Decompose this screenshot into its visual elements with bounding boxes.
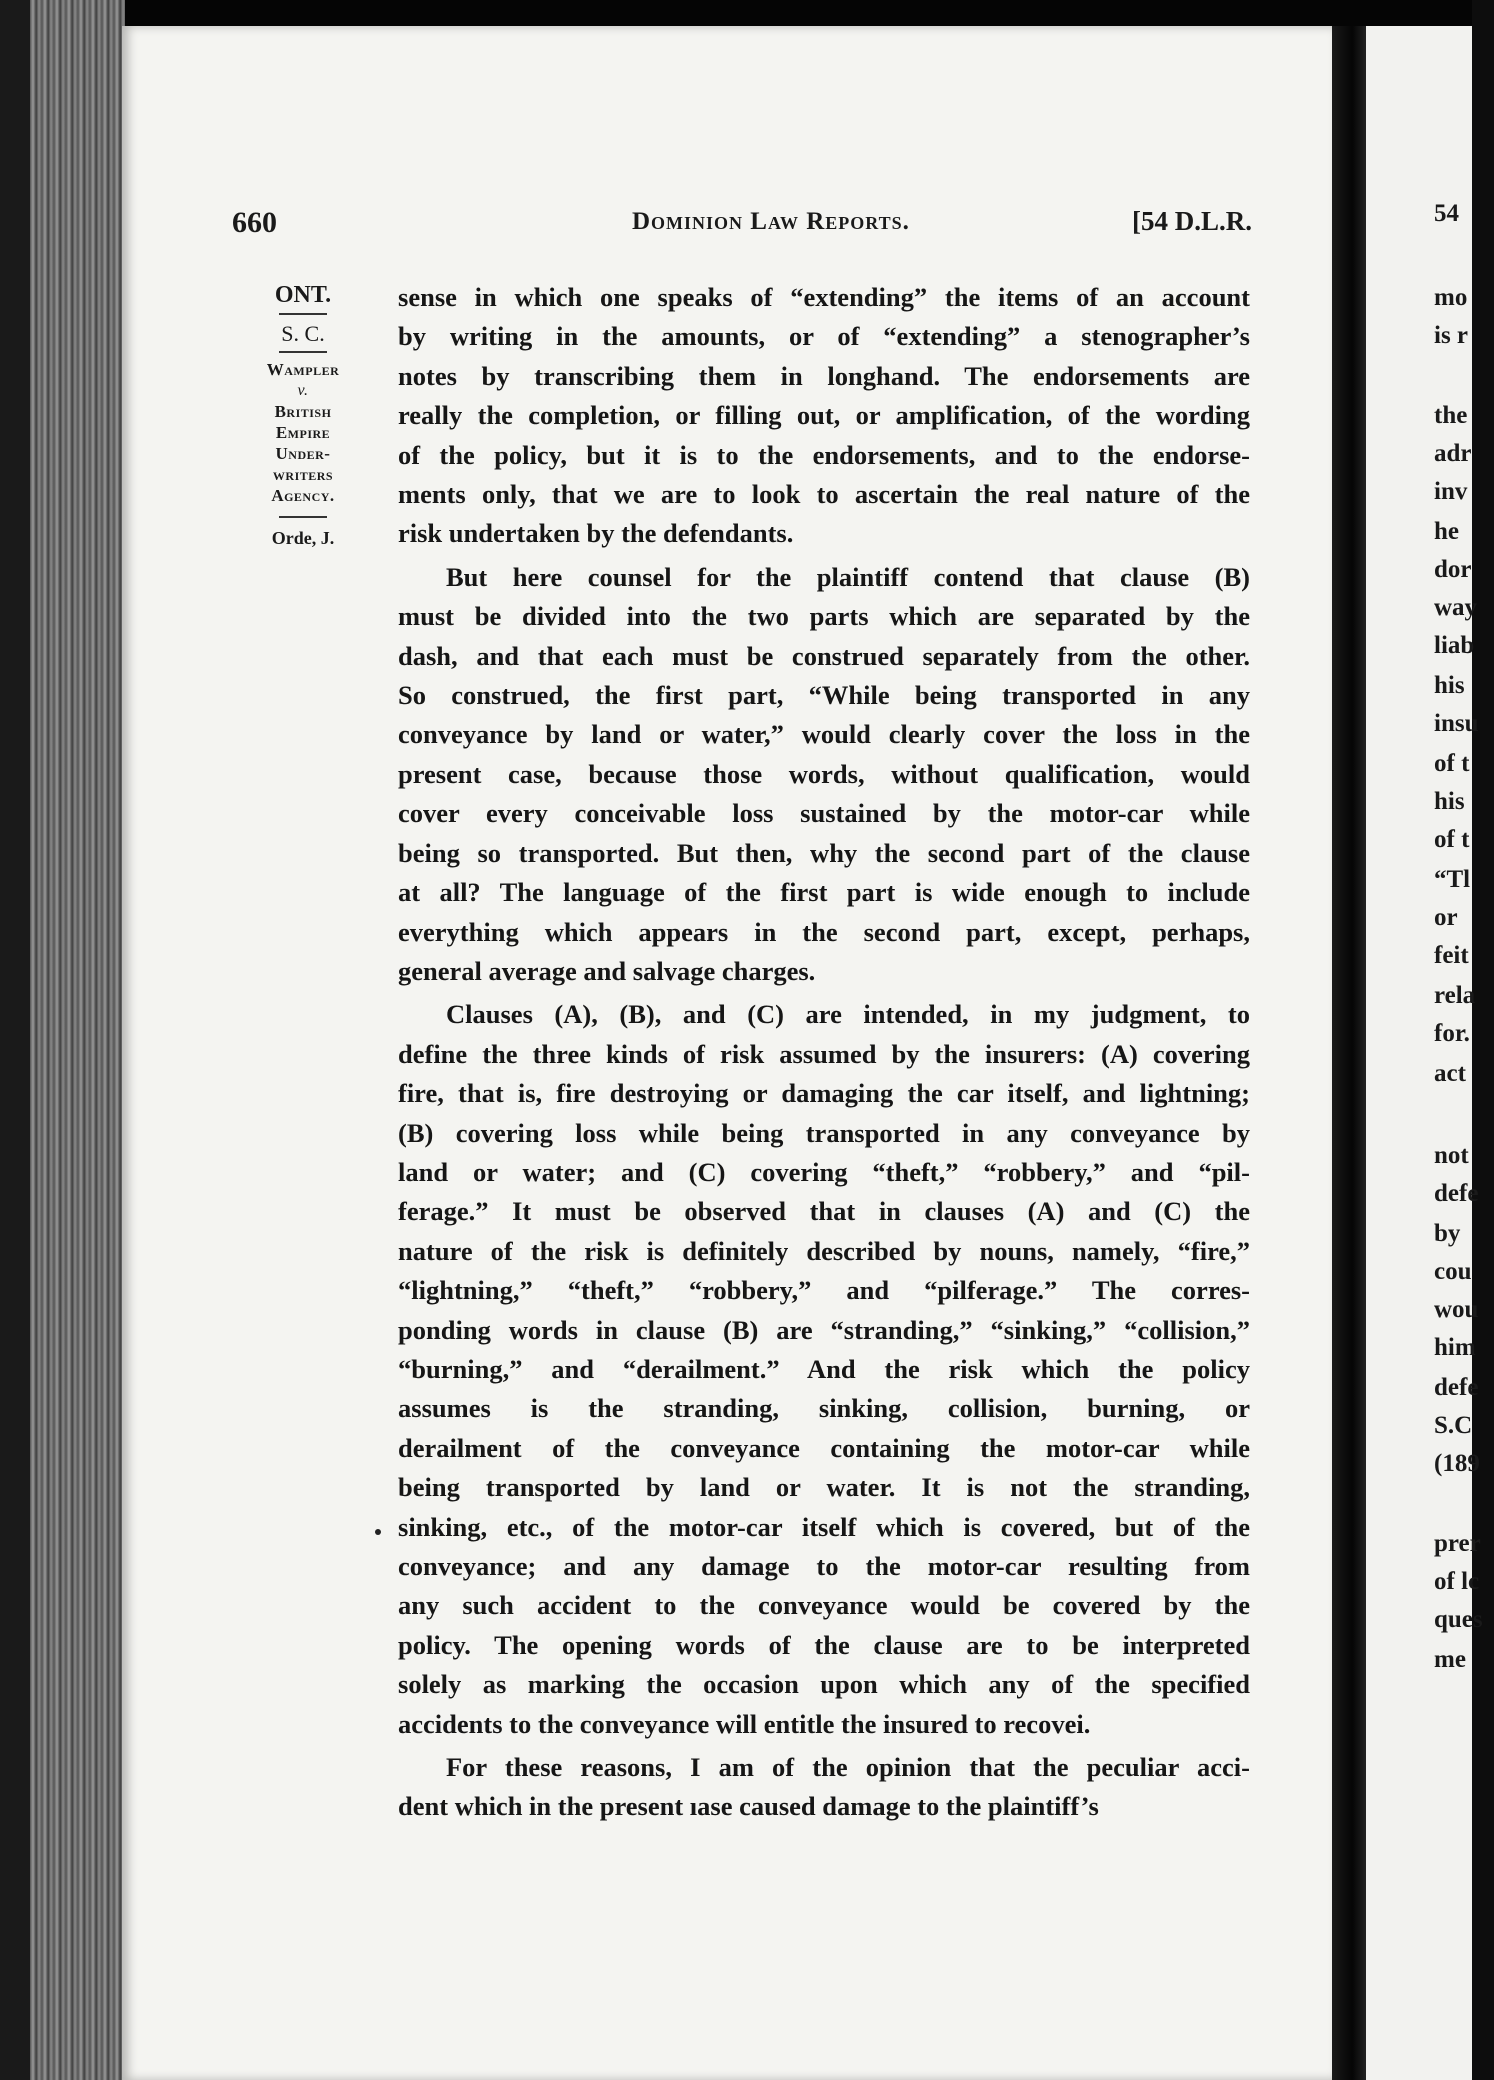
next-page-fragment: way (1434, 594, 1478, 621)
text-line: fire, that is, fire destroying or damaging the car itself, and lightning; (398, 1078, 1250, 1109)
next-page-fragment: rela (1434, 982, 1476, 1009)
case-line: v. (297, 382, 309, 399)
next-page-fragment: he (1434, 518, 1459, 545)
text-line: being transported by land or water. It is not the stranding, (398, 1472, 1250, 1503)
case-line: Under- (275, 444, 331, 463)
next-page-fragment: dor (1434, 556, 1472, 583)
text-line: by writing in the amounts, or of “extending” a stenographer’s (398, 321, 1250, 352)
text-line: policy. The opening words of the clause are to be interpreted (398, 1629, 1250, 1660)
sidenote-province: ONT. (274, 282, 332, 308)
case-line: writers (272, 465, 334, 484)
next-page-fragment: or (1434, 904, 1458, 931)
text-line: any such accident to the conveyance would be covered by the (398, 1590, 1250, 1621)
text-line: notes by transcribing them in longhand. The endorsements are (398, 360, 1250, 391)
next-page-fragment: insu (1434, 710, 1479, 737)
next-page-fragment: for. (1434, 1020, 1470, 1047)
sidenote-court: S. C. (281, 321, 325, 346)
next-page-fragment: prer (1434, 1530, 1481, 1557)
page-gutter (1332, 26, 1366, 2080)
text-line: ferage.” It must be observed that in clauses (A) and (C) the (398, 1196, 1250, 1227)
text-line: being so transported. But then, why the second part of the clause (398, 837, 1250, 868)
sidenote-rule (279, 313, 327, 315)
next-page-fragment: me (1434, 1646, 1466, 1673)
next-page-fragment: feit (1434, 942, 1469, 969)
text-line: define the three kinds of risk assumed by the insurers: (A) covering (398, 1038, 1250, 1069)
next-page-fragment: cou (1434, 1258, 1472, 1285)
next-page-fragment: S.C (1434, 1412, 1473, 1439)
print-speck (375, 1529, 381, 1535)
sidenote-rule (279, 516, 327, 518)
text-line: But here counsel for the plaintiff contend that clause (B) (446, 561, 1250, 592)
case-line: Wampler (266, 360, 340, 379)
text-line: ponding words in clause (B) are “stranding,” “sinking,” “collision,” (398, 1314, 1250, 1345)
text-line: “burning,” and “derailment.” And the risk which the policy (398, 1353, 1250, 1384)
next-page-fragment: not (1434, 1142, 1469, 1169)
next-page-fragment: his (1434, 672, 1465, 699)
text-line: must be divided into the two parts which are separated by the (398, 601, 1250, 632)
text-line: derailment of the conveyance containing the motor-car while (398, 1432, 1250, 1463)
next-page-fragment: ques (1434, 1606, 1483, 1633)
next-page-fragment: act (1434, 1060, 1466, 1087)
text-line: at all? The language of the first part is wide enough to include (398, 877, 1250, 908)
book-spine-shadow (0, 0, 30, 2080)
text-line: sense in which one speaks of “extending” the items of an account (398, 282, 1250, 312)
text-line: “lightning,” “theft,” “robbery,” and “pilferage.” The corres- (398, 1275, 1250, 1306)
judgment-body-text (398, 278, 1250, 1827)
next-page-fragment: of lc (1434, 1568, 1480, 1595)
next-page-fragment: 54 (1434, 200, 1459, 227)
text-line: accidents to the conveyance will entitle the insured to recovei. (398, 1708, 1091, 1739)
next-page-fragment: liab (1434, 632, 1475, 659)
next-page-fragment: mo (1434, 284, 1468, 311)
sidenote-judge: Orde, J. (271, 528, 335, 548)
case-line: Agency. (271, 486, 335, 505)
next-page-fragment: is r (1434, 322, 1469, 349)
case-line: Empire (275, 423, 331, 442)
text-line: nature of the risk is definitely described by nouns, namely, “fire,” (398, 1235, 1250, 1266)
text-line: everything which appears in the second part, except, perhaps, (398, 916, 1250, 947)
text-line: conveyance by land or water,” would clearly cover the loss in the (398, 719, 1250, 750)
sidenote-case-name (248, 359, 358, 506)
text-line: land or water; and (C) covering “theft,” “robbery,” and “pil- (398, 1156, 1250, 1187)
next-page-fragment: by (1434, 1220, 1461, 1247)
case-line: British (274, 402, 332, 421)
next-page-fragment: him (1434, 1334, 1476, 1361)
text-line: general average and salvage charges. (398, 955, 816, 986)
next-page-fragment: the (1434, 402, 1468, 429)
next-page-fragment: wou (1434, 1296, 1479, 1323)
next-page-fragment: “Tl (1434, 866, 1471, 893)
next-page-fragment: (189 (1434, 1450, 1480, 1477)
next-page-fragment: defe (1434, 1180, 1479, 1207)
next-page-fragment: inv (1434, 478, 1468, 505)
report-title: Dominion Law Reports. (632, 208, 910, 235)
text-line: risk undertaken by the defendants. (398, 518, 794, 549)
next-page-fragment: defe (1434, 1374, 1479, 1401)
next-page-fragment: adr (1434, 440, 1472, 467)
scan-border-top (0, 0, 1472, 28)
text-line: Clauses (A), (B), and (C) are intended, in my judgment, to (446, 999, 1250, 1030)
margin-sidenote (248, 282, 358, 549)
text-line: dent which in the present ıase caused damage to the plaintiff’s (398, 1791, 1099, 1822)
volume-reference: [54 D.L.R. (1132, 206, 1252, 236)
text-line: dash, and that each must be construed separately from the other. (398, 640, 1250, 671)
text-line: of the policy, but it is to the endorsements, and to the endorse- (398, 439, 1250, 470)
sidenote-rule (279, 351, 327, 353)
text-line: So construed, the first part, “While being transported in any (398, 680, 1250, 711)
text-line: ments only, that we are to look to ascertain the real nature of the (398, 479, 1250, 510)
next-page-fragment: of t (1434, 826, 1470, 853)
text-line: cover every conceivable loss sustained by the motor-car while (398, 798, 1250, 829)
text-line: present case, because those words, without qualification, would (398, 758, 1250, 789)
text-line: (B) covering loss while being transported in any conveyance by (398, 1117, 1250, 1148)
running-head (232, 206, 1252, 246)
next-page-fragment: of t (1434, 750, 1470, 777)
text-line: For these reasons, I am of the opinion that the peculiar acci- (446, 1752, 1250, 1783)
text-line: assumes is the stranding, sinking, collision, burning, or (398, 1393, 1250, 1424)
text-line: conveyance; and any damage to the motor-car resulting from (398, 1551, 1250, 1581)
text-line: sinking, etc., of the motor-car itself which is covered, but of the (398, 1511, 1250, 1542)
page-number: 660 (232, 206, 277, 239)
text-line: solely as marking the occasion upon which any of the specified (398, 1669, 1250, 1700)
next-page-fragment: his (1434, 788, 1465, 815)
text-line: really the completion, or filling out, or amplification, of the wording (398, 400, 1250, 431)
